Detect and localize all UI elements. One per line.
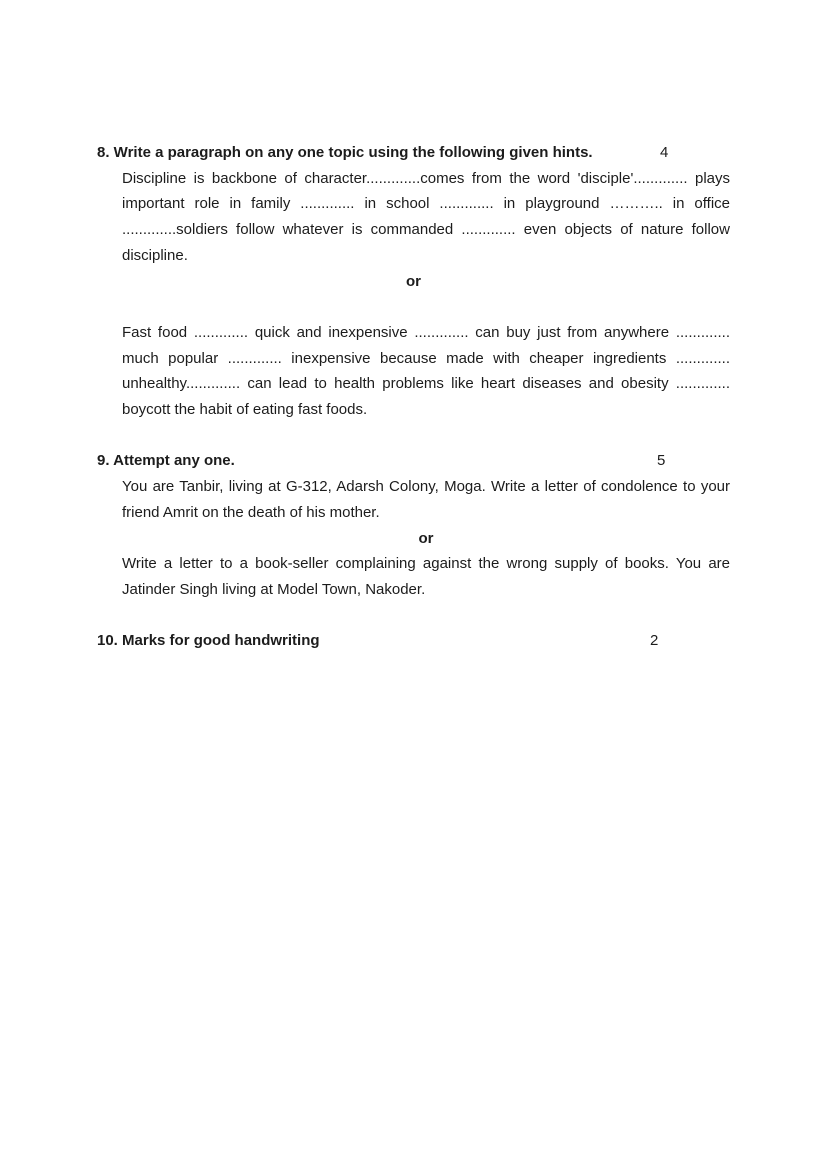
paragraph-line: .............soldiers follow whatever is commanded ............. even objects of nature follow <box>122 221 730 239</box>
paragraph-line: You are Tanbir, living at G-312, Adarsh Colony, Moga. Write a letter of condolence to your <box>122 478 730 496</box>
or-separator-q9: or <box>418 529 434 547</box>
paragraph-line: discipline. <box>122 246 188 264</box>
question-8-topic-discipline <box>122 166 730 269</box>
question-10-marks: 2 <box>650 632 659 650</box>
paragraph-line: Discipline is backbone of character.............comes from the word 'disciple'............. plays <box>122 169 730 187</box>
question-8-topic-fast-food <box>122 320 730 423</box>
paragraph-line: friend Amrit on the death of his mother. <box>122 503 380 521</box>
question-8-marks: 4 <box>660 144 669 161</box>
question-9-option-complaint-letter <box>122 551 730 602</box>
paragraph-line: important role in family ............. in school ............. in playground ……….. in office <box>122 195 730 213</box>
blank-line <box>97 423 730 449</box>
question-10-title: 10. Marks for good handwriting <box>97 632 320 650</box>
question-8-title: 8. Write a paragraph on any one topic using the following given hints. <box>97 144 593 161</box>
question-8-heading <box>97 140 730 166</box>
question-9-marks: 5 <box>657 452 666 470</box>
paragraph-line: Fast food ............. quick and inexpensive ............. can buy just from anywhere ............. <box>122 323 730 341</box>
paragraph-line: boycott the habit of eating fast foods. <box>122 401 368 419</box>
paragraph-line: Jatinder Singh living at Model Town, Nakoder. <box>122 580 426 598</box>
question-9-option-condolence-letter <box>122 474 730 525</box>
question-9-heading <box>97 448 730 474</box>
question-9-title: 9. Attempt any one. <box>97 452 235 470</box>
paragraph-line: much popular ............. inexpensive because made with cheaper ingredients ............. <box>122 349 730 367</box>
blank-line <box>97 603 730 629</box>
question-10-heading <box>97 628 730 654</box>
paragraph-line: unhealthy............. can lead to health problems like heart diseases and obesity ............. <box>122 375 730 393</box>
paragraph-line: Write a letter to a book-seller complaining against the wrong supply of books. You are <box>122 555 730 573</box>
blank-line <box>97 294 730 320</box>
or-separator-q8: or <box>406 272 421 290</box>
